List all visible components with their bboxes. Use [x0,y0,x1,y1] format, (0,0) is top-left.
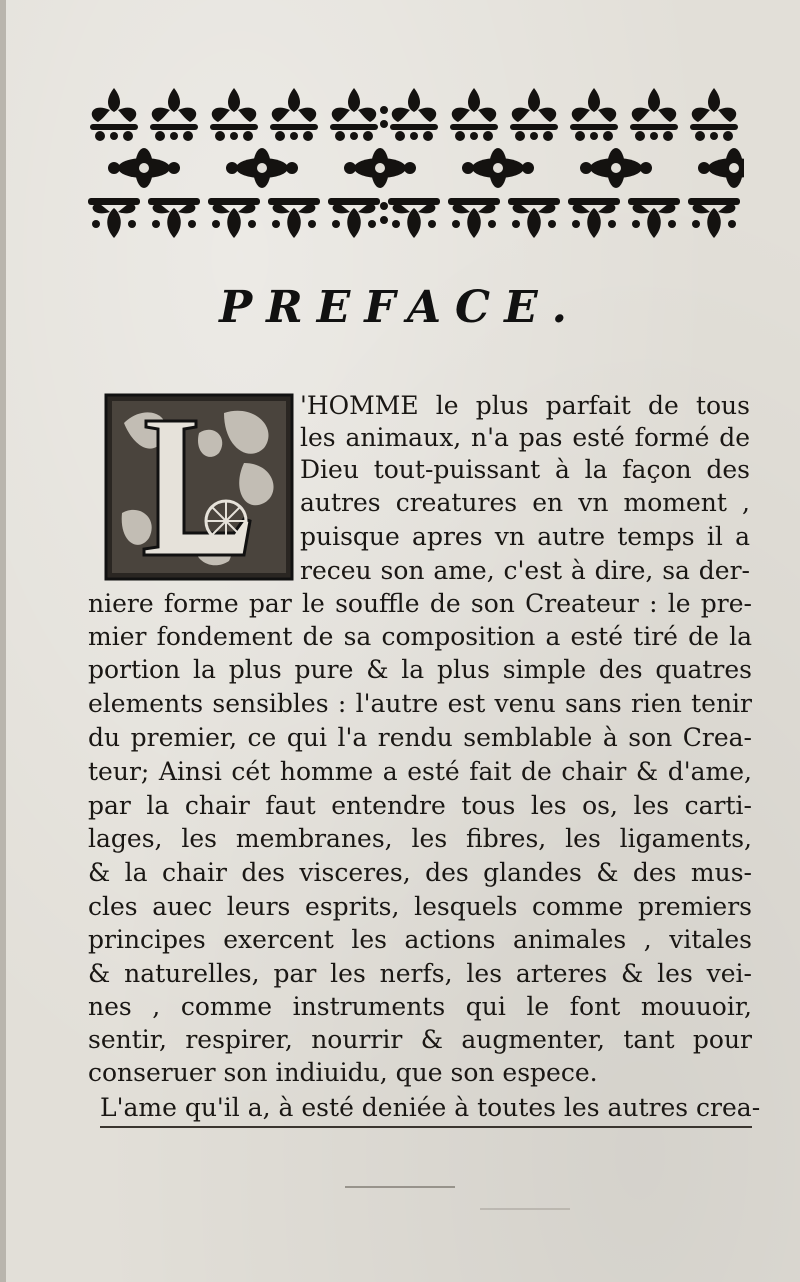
text-line: par la chair faut entendre tous les os, les carti- [88,791,752,820]
text-line: cles auec leurs esprits, lesquels comme premiers [88,892,752,921]
text-line: autres creatures en vn moment , [300,488,750,517]
text-line: & la chair des visceres, des glandes & des mus- [88,858,752,887]
text-line: receu son ame, c'est à dire, sa der- [300,556,750,585]
text-line: niere forme par le souffle de son Createur : le pre- [88,589,752,618]
text-line: les animaux, n'a pas esté formé de [300,423,750,452]
text-line: & naturelles, par les nerfs, les arteres & les vei- [88,959,752,988]
text-line: portion la plus pure & la plus simple des quatres [88,655,752,684]
text-line: puisque apres vn autre temps il a [300,522,750,551]
text-line: elements sensibles : l'autre est venu sans rien tenir [88,689,752,718]
text-line: mier fondement de sa composition a esté tiré de la [88,622,752,651]
text-line: Dieu tout-puissant à la façon des [300,455,750,484]
text-line: teur; Ainsi cét homme a esté fait de chair & d'ame, [88,757,752,786]
ornate-initial-l-icon [104,393,294,581]
text-line: L'ame qu'il a, à esté deniée à toutes les autres crea- [100,1092,752,1128]
text-line: sentir, respirer, nourrir & augmenter, tant pour [88,1025,752,1054]
page-edge-shadow [0,0,6,1282]
floral-headpiece-icon [84,80,744,260]
text-line: du premier, ce qui l'a rendu semblable à son Crea- [88,723,752,752]
text-line: conseruer son indiuidu, que son espece. [88,1058,598,1087]
page-title: PREFACE. [219,282,581,333]
text-line: 'HOMME le plus parfait de tous [300,391,750,420]
paper-blemish [480,1208,570,1210]
text-line: nes , comme instruments qui le font mouuoir, [88,992,752,1021]
text-line: lages, les membranes, les fibres, les ligaments, [88,824,752,853]
text-line: principes exercent les actions animales , vitales [88,925,752,954]
show-through-mark [345,1186,455,1188]
